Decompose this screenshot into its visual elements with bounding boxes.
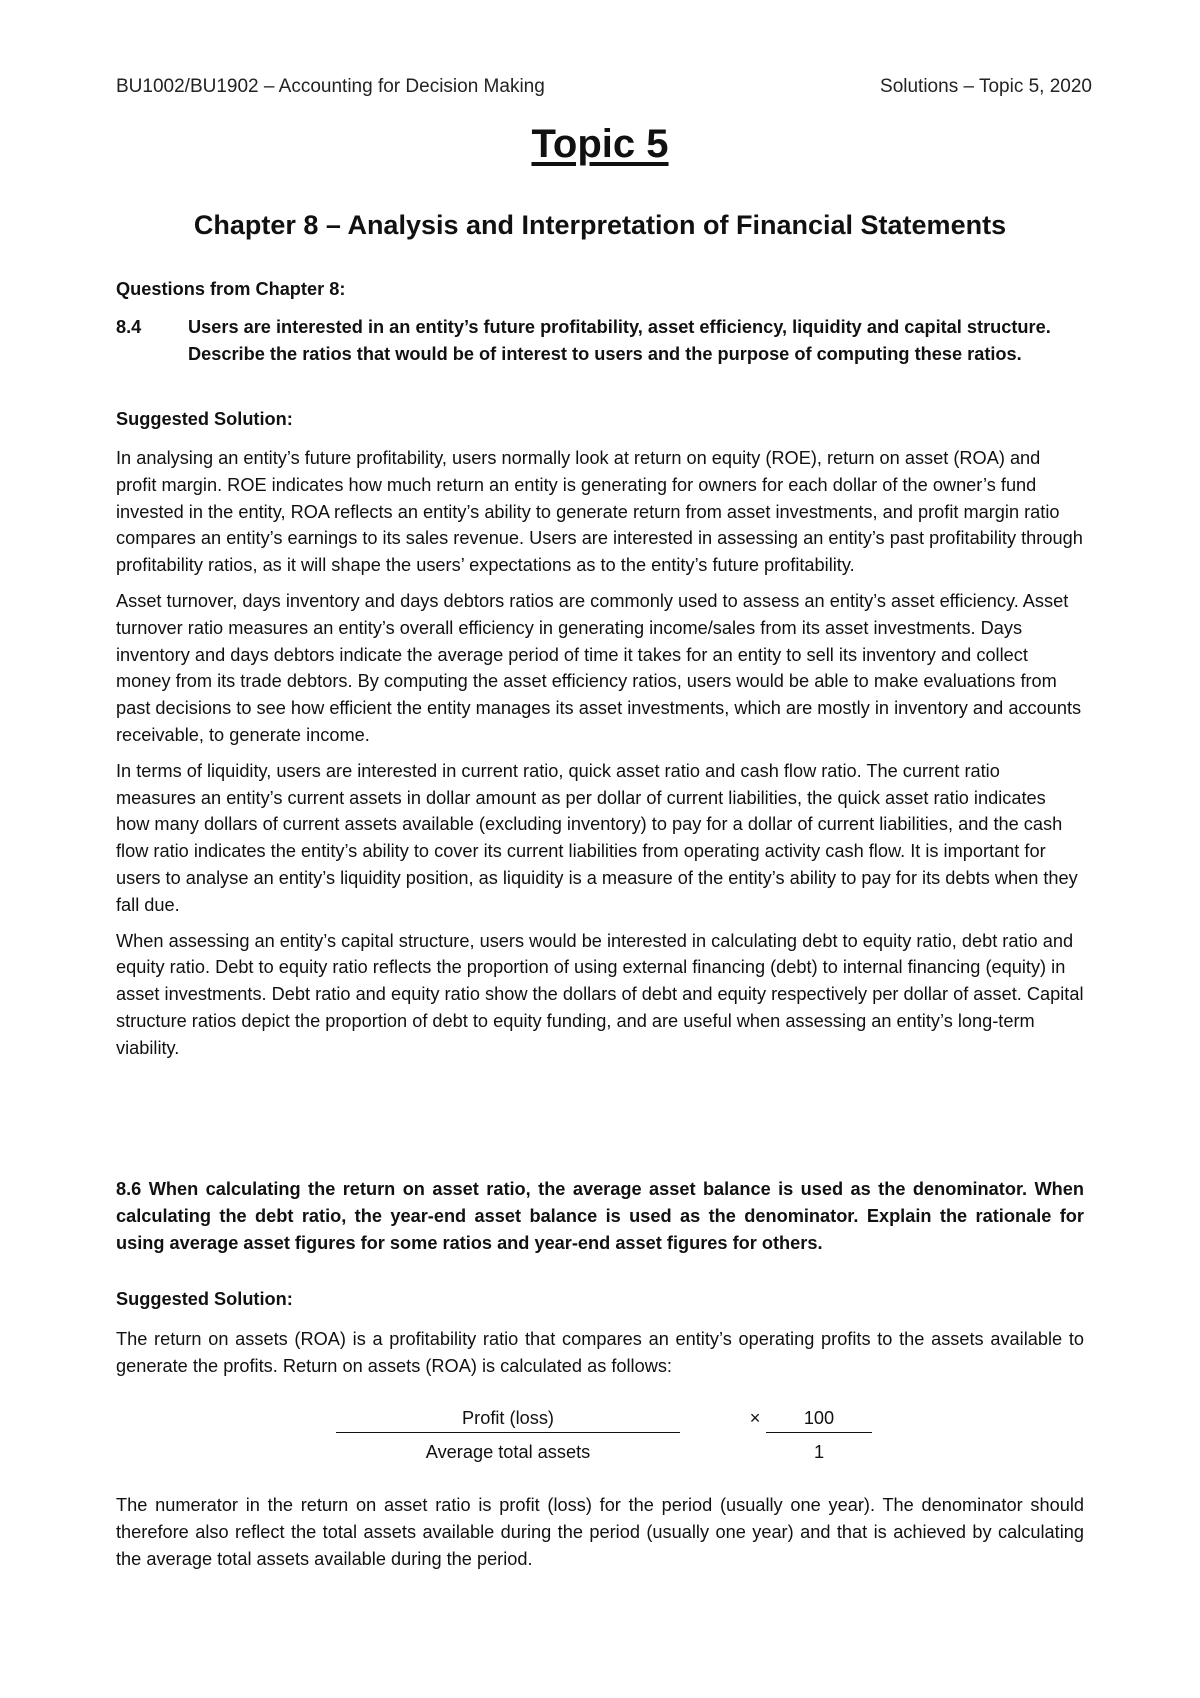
solution-8-6-intro: The return on assets (ROA) is a profitability ratio that compares an entity’s operating profits to the assets available to generate the profits. Return on assets (ROA) is calculated as follows:	[116, 1329, 1084, 1376]
formula-numerator: Profit (loss)	[336, 1408, 680, 1433]
solution-paragraph-profitability: In analysing an entity’s future profitability, users normally look at return on equity (ROE), return on asset (ROA) and profit margin. ROE indicates how much return an entity is generating for owners for each dollar of the owner’s fund invested in the entity, ROA reflects an entity’s ability to generate return from asset investments, and profit margin ratio compares an entity’s earnings to its sales revenue. Users are interested in assessing an entity’s past profitability through profitability ratios, as it will shape the users’ expectations as to the entity’s future profitability.	[116, 448, 1083, 576]
suggested-solution-heading-2: Suggested Solution:	[116, 1289, 293, 1309]
header-solutions: Solutions – Topic 5, 2020	[880, 76, 1092, 97]
solution-8-6-explanation: The numerator in the return on asset ratio is profit (loss) for the period (usually one year). The denominator should therefore also reflect the total assets available during the period (usually one year) and that is achieved by calculating the average total assets available during the period.	[116, 1495, 1084, 1569]
header-course: BU1002/BU1902 – Accounting for Decision Making	[116, 76, 545, 97]
formula-multiplier-numerator: 100	[766, 1408, 872, 1433]
page-title: Topic 5	[531, 122, 669, 166]
questions-heading: Questions from Chapter 8:	[116, 279, 346, 299]
formula-denominator: Average total assets	[425, 1442, 591, 1462]
solution-paragraph-liquidity: In terms of liquidity, users are interested in current ratio, quick asset ratio and cash flow ratio. The current ratio measures an entity’s current assets in dollar amount as per dollar of current liabilities, the quick asset ratio indicates how many dollars of current assets available (excluding inventory) to pay for a dollar of current liabilities, and the cash flow ratio indicates the entity’s ability to cover its current liabilities from operating activity cash flow. It is important for users to analyse an entity’s liquidity position, as liquidity is a measure of the entity’s ability to pay for its debts when they fall due.	[116, 760, 1078, 915]
suggested-solution-heading: Suggested Solution:	[116, 409, 293, 429]
solution-paragraph-efficiency: Asset turnover, days inventory and days debtors ratios are commonly used to assess an entity’s asset efficiency. Asset turnover ratio measures an entity’s overall efficiency in generating income/sales from its asset investments. Days inventory and days debtors indicate the average period of time it takes for an entity to sell its inventory and collect money from its trade debtors. By computing the asset efficiency ratios, users would be able to make evaluations from past decisions to see how efficient the entity manages its asset investments, which are mostly in inventory and accounts receivable, to generate income.	[116, 590, 1082, 745]
formula-multiplier-denominator: 1	[813, 1442, 825, 1462]
chapter-title: Chapter 8 – Analysis and Interpretation of Financial Statements	[193, 210, 1007, 240]
question-8-6: 8.6 When calculating the return on asset ratio, the average asset balance is used as the denominator. When calculating the debt ratio, the year-end asset balance is used as the denominator. Explain the rationale for using average asset figures for some ratios and year-end asset figures for others.	[116, 1179, 1084, 1253]
question-8-4-text: Users are interested in an entity’s future profitability, asset efficiency, liquidity and capital structure. Describe the ratios that would be of interest to users and the purpose of computing these ratios.	[188, 317, 1051, 364]
roa-formula	[336, 1408, 876, 1472]
question-number: 8.4	[116, 317, 142, 337]
solution-8-4	[116, 445, 1084, 1062]
solution-paragraph-capital-structure: When assessing an entity’s capital structure, users would be interested in calculating debt to equity ratio, debt ratio and equity ratio. Debt to equity ratio reflects the proportion of using external financing (debt) to internal financing (equity) in asset investments. Debt ratio and equity ratio show the dollars of debt and equity respectively per dollar of asset. Capital structure ratios depict the proportion of debt to equity funding, and are useful when assessing an entity’s long-term viability.	[116, 930, 1084, 1058]
multiply-sign: ×	[749, 1408, 761, 1428]
